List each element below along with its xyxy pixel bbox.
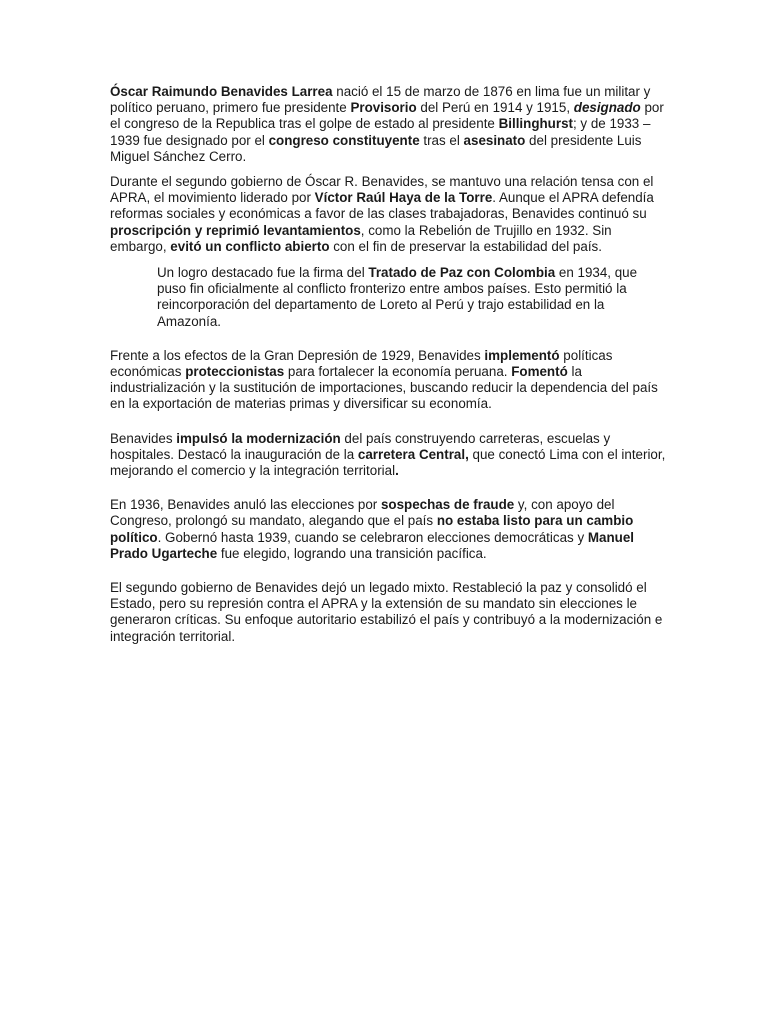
paragraph-intro [110, 84, 666, 165]
emphasis-text: Manuel Prado Ugarteche [110, 529, 634, 561]
body-text: nació el 15 de marzo de 1876 en lima fue un militar y político peruano, primero fue presidente [110, 84, 651, 116]
body-text: Durante el segundo gobierno de Óscar R. Benavides, se mantuvo una relación tensa con el APRA, el movimiento liderado por [110, 174, 654, 206]
body-text: políticas económicas [110, 347, 613, 380]
body-text: Frente a los efectos de la Gran Depresión de 1929, Benavides [110, 347, 485, 363]
paragraph-economy [110, 348, 666, 413]
body-text: tras el [419, 132, 464, 148]
body-text: que conectó Lima con el interior, mejorando el comercio y la integración territorial [110, 446, 666, 479]
body-text: El segundo gobierno de Benavides dejó un legado mixto. Restableció la paz y consolidó el Estado, pero su represión contra el APRA y la extensión de su mandato sin elecciones le generaron críticas. Su enfoque autoritario estabilizó el país y contribuyó a la modernización e integración territorial. [110, 580, 663, 644]
emphasis-text: Provisorio [350, 100, 417, 116]
emphasis-text: proteccionistas [185, 364, 285, 380]
body-text: . Aunque el APRA defendía reformas sociales y económicas a favor de las clases trabajadoras, Benavides continuó su [110, 190, 654, 222]
emphasis-text: asesinato [463, 132, 526, 148]
body-text: En 1936, Benavides anuló las elecciones por [110, 497, 381, 513]
body-text: en 1934, que puso fin oficialmente al conflicto fronterizo entre ambos países. Esto permitió la reincorporación del departamento de Loreto al Perú y trajo estabilidad en la Amazonía. [157, 265, 638, 329]
emphasis-text: Óscar Raimundo Benavides Larrea [110, 84, 333, 99]
body-text: fue elegido, logrando una transición pacífica. [217, 545, 487, 561]
emphasis-text: Tratado de Paz con Colombia [368, 265, 556, 281]
body-text: Un logro destacado fue la firma del [157, 265, 369, 281]
body-text: con el fin de preservar la estabilidad del país. [329, 238, 602, 254]
emphasis-text: . [395, 463, 399, 479]
emphasis-text: evitó un conflicto abierto [170, 238, 330, 254]
emphasis-text: proscripción y reprimió levantamientos [110, 222, 361, 238]
emphasis-text: sospechas de fraude [380, 497, 515, 513]
body-text: . Gobernó hasta 1939, cuando se celebraron elecciones democráticas y [157, 529, 588, 545]
body-text: para fortalecer la economía peruana. [284, 364, 512, 380]
emphasis-text: Fomentó [511, 364, 568, 380]
body-text: , como la Rebelión de Trujillo en 1932. Sin embargo, [110, 222, 612, 254]
body-text: y, con apoyo del Congreso, prolongó su mandato, alegando que el país [110, 497, 615, 529]
body-text: del Perú en 1914 y 1915, [416, 100, 574, 116]
emphasis-text: designado [573, 100, 641, 116]
body-text: Benavides [110, 430, 177, 446]
emphasis-text: impulsó la modernización [176, 430, 341, 446]
paragraph-legacy [110, 580, 666, 645]
paragraph-modernization [110, 431, 666, 480]
body-text: ; y de 1933 – 1939 fue designado por el [110, 116, 651, 148]
document-page [110, 84, 666, 654]
body-text: por el congreso de la Republica tras el golpe de estado al presidente [110, 100, 664, 132]
paragraph-apra [110, 174, 666, 255]
emphasis-text: carretera Central, [357, 446, 469, 462]
body-text: del país construyendo carreteras, escuelas y hospitales. Destacó la inauguración de la [110, 430, 611, 462]
emphasis-text: congreso constituyente [268, 132, 420, 148]
emphasis-text: Víctor Raúl Haya de la Torre [314, 190, 493, 206]
paragraph-colombia-treaty [157, 265, 646, 330]
paragraph-elections [110, 497, 666, 562]
body-text: la industrialización y la sustitución de importaciones, buscando reducir la dependencia del país en la exportación de materias primas y diversificar su economía. [110, 364, 658, 412]
body-text: del presidente Luis Miguel Sánchez Cerro. [110, 132, 642, 164]
emphasis-text: Billinghurst [498, 116, 573, 132]
emphasis-text: implementó [484, 347, 560, 363]
emphasis-text: no estaba listo para un cambio político [110, 513, 634, 545]
